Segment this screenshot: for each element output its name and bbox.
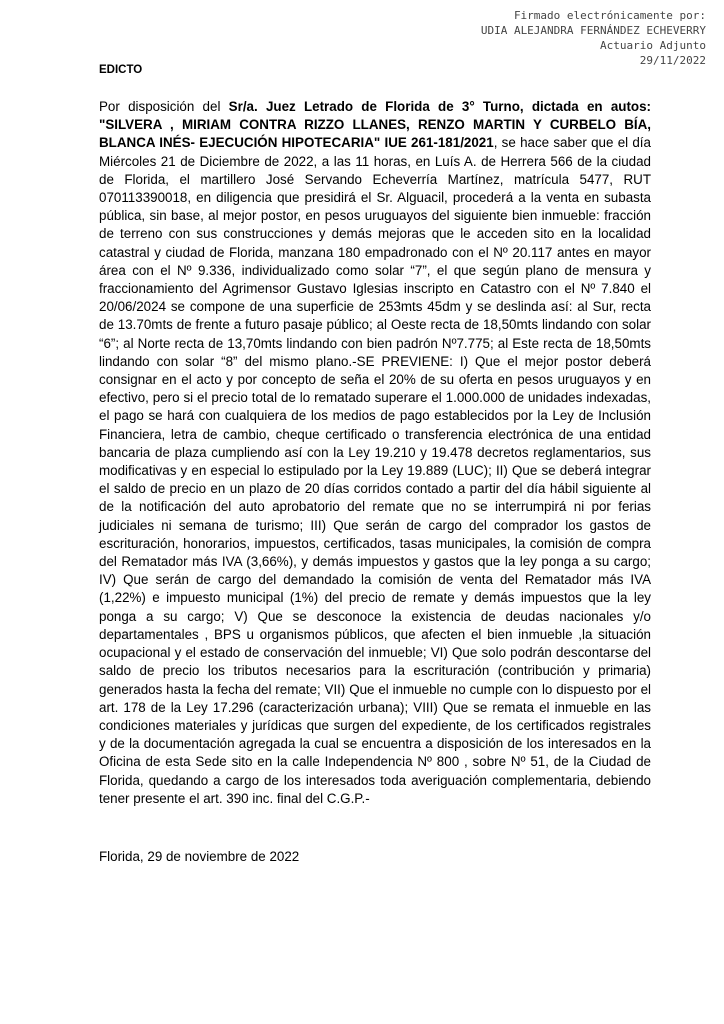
edict-body-text: , se hace saber que el día Miércoles 21 de Diciembre de 2022, a las 11 horas, en Luís A. de Herrera 566 de la ciudad de Florida, el martillero José Servando Echeverría Martínez, matrícula 5477, RUT 070113390018, en diligencia que presidirá el Sr. Alguacil, procederá a la venta en subasta pública, sin base, al mejor postor, en pesos uruguayos del siguiente bien inmueble: fracción de terreno con sus construcciones y demás mejoras que le acceden sito en la localidad catastral y ciudad de Florida, manzana 180 empadronado con el Nº 20.117 antes en mayor área con el Nº 9.336, individualizado como solar “7”, el que según plano de mensura y fraccionamiento del Agrimensor Gustavo Iglesias inscripto en Catastro con el Nº 7.840 el 20/06/2024 se compone de una superficie de 253mts 45dm y se deslinda así: al Sur, recta de 13.70mts de frente a futuro pasaje público; al Oeste recta de 18,50mts lindando con solar “6”; al Norte recta de 13,70mts lindando con bien padrón Nº7.775; al Este recta de 18,50mts lindando con solar “8” del mismo plano.-SE PREVIENE: I) Que el mejor postor deberá consignar en el acto y por concepto de seña el 20% de su oferta en pesos uruguayos y en efectivo, pero si el precio total de lo rematado superare el 1.000.000 de unidades indexadas, el pago se hará con cualquiera de los medios de pago establecidos por la Ley de Inclusión Financiera, letra de cambio, cheque certificado o transferencia electrónica de una entidad bancaria de plaza cumpliendo así con la Ley 19.210 y 19.478 decretos reglamentarios, sus modificativas y en especial lo estipulado por la Ley 19.889 (LUC); II) Que se deberá integrar el saldo de precio en un plazo de 20 días corridos contado a partir del día hábil siguiente al de la notificación del auto aprobatorio del remate que no se interrumpirá ni por ferias judiciales ni semana de turismo; III) Que serán de cargo del comprador los gastos de escrituración, honorarios, impuestos, certificados, tasas municipales, la comisión de compra del Rematador más IVA (3,66%), y demás impuestos y gastos que la ley ponga a su cargo; IV) Que serán de cargo del demandado la comisión de venta del Rematador más IVA (1,22%) e impuesto municipal (1%) del precio de remate y demás impuestos que la ley ponga a su cargo; V) Que se desconoce la existencia de deudas nacionales y/o departamentales , BPS u organismos públicos, que afecten el bien inmueble ,la situación ocupacional y el estado de conservación del inmueble; VI) Que solo podrán descontarse del saldo de precio los tributos necesarios para la escrituración (contribución y primaria) generados hasta la fecha del remate; VII) Que el inmueble no cumple con lo dispuesto por el art. 178 de la Ley 17.296 (caracterización urbana); VIII) Que se remata el inmueble en las condiciones materiales y jurídicas que surgen del expediente, de los certificados registrales y de la documentación agregada la cual se encuentra a disposición de los interesados en la Oficina de esta Sede sito en la calle Independencia Nº 800 , sobre Nº 51, de la Ciudad de Florida, quedando a cargo de los interesados toda averiguación complementaria, debiendo tener presente el art. 390 inc. final del C.G.P.- [99,135,651,806]
closing-place-date: Florida, 29 de noviembre de 2022 [99,849,300,864]
electronic-signature-stamp [436,8,706,68]
edict-body [99,98,651,808]
signature-stamp-signer: UDIA ALEJANDRA FERNÁNDEZ ECHEVERRY [480,24,706,37]
signature-stamp-role: Actuario Adjunto [600,39,706,52]
signature-stamp-line-1: Firmado electrónicamente por: [513,9,706,22]
edict-case-reference: Sr/a. Juez Letrado de Florida de 3° Turno, dictada en autos: "SILVERA , MIRIAM CONTRA RIZZO LLANES, RENZO MARTIN Y CURBELO BÍA, BLANCA INÉS- EJECUCIÓN HIPOTECARIA" IUE 261-181/2021 [99,99,651,151]
signature-stamp-date: 29/11/2022 [639,54,706,67]
document-heading: EDICTO [99,64,143,76]
edict-body-intro: Por disposición del [99,99,229,114]
